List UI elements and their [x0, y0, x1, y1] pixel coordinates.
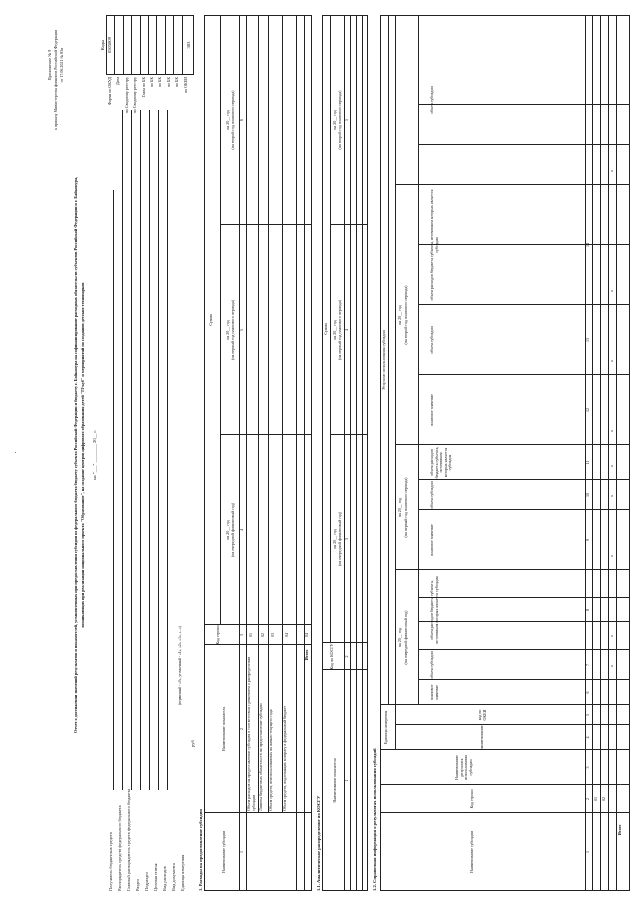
codes-header: Коды	[100, 39, 105, 51]
s12-col-number: 8	[585, 609, 590, 611]
codes-row-line	[131, 15, 132, 75]
s12-x-mark: x	[609, 465, 614, 467]
codes-row-line	[123, 15, 124, 75]
s1-col-number: 3	[239, 634, 244, 636]
s12-row-line	[600, 15, 601, 891]
codes-row-line	[140, 15, 141, 75]
s1-row-code: 01	[248, 633, 253, 637]
s12-col-line	[418, 649, 630, 650]
s12-row-line	[388, 15, 389, 705]
s12-subheader: объем субсидии	[429, 326, 434, 354]
scan-speck	[620, 784, 621, 785]
s12-col-line	[418, 679, 630, 680]
section1-title: 1. Расходы на предоставление субсидии	[198, 809, 203, 891]
codes-label: по БК	[149, 77, 154, 88]
s12-x-mark: x	[609, 635, 614, 637]
s12-year: на 20__ год	[397, 305, 402, 325]
s12-x-mark: x	[609, 170, 614, 172]
s12-year: на 20__ год	[397, 627, 402, 648]
unit-value: руб	[190, 740, 195, 747]
s12-x-mark: x	[609, 555, 614, 557]
codes-okei-value: 383	[186, 41, 191, 49]
s12-row-line	[418, 15, 419, 705]
s12-row-code: 01	[593, 797, 598, 801]
s1-year3-sub: (на второй год планового периода)	[230, 90, 235, 150]
header-field-line	[122, 110, 123, 790]
s12-col-number: 10	[585, 493, 590, 497]
appendix-order: к приказу Министерства финансов Российской Федерации	[53, 30, 58, 130]
section12-title: 1.2. Справочная информация о результатах использования субсидий	[372, 748, 377, 891]
header-field-label: Главный распорядитель средств федерального бюджета	[126, 788, 131, 891]
codes-row-line	[156, 15, 157, 75]
s12-col-number: 6	[585, 691, 590, 694]
header-field-line	[167, 110, 168, 790]
codes-label: по БК	[174, 77, 180, 88]
s11-year2: на 20__ год	[332, 320, 337, 340]
s1-row-indicator: Объем расходов на предоставление субсидии в соответствии с решением о распределении субсидии	[246, 656, 256, 811]
s12-x-mark: x	[609, 495, 614, 497]
s12-col-number: 11	[585, 460, 590, 465]
s12-year-sub: (на второй год планового периода)	[403, 285, 408, 345]
s11-year3-sub: (на второй год планового периода)	[337, 90, 342, 150]
s11-year1: на 20__ год	[332, 529, 337, 549]
codes-label: по БК	[157, 77, 163, 88]
header-field-line	[140, 110, 141, 790]
s1-year1: на 20__ год	[225, 520, 230, 540]
header-field-label: Вид документа	[171, 863, 176, 891]
appendix-number: Приложение № 9	[47, 49, 52, 81]
s12-subheader: объем субсидии	[429, 481, 434, 509]
s1-col-number: 1	[239, 851, 244, 853]
s12-unit-name: наименование	[479, 725, 484, 750]
s12-col-number: 2	[585, 798, 590, 800]
s12-row-line	[592, 15, 593, 891]
s1-row-indicator: Лимиты бюджетных обязательств на предоставление субсидии	[258, 703, 263, 811]
s12-subheader: плановое значение	[429, 524, 434, 556]
s12-col-number: 1	[585, 851, 590, 853]
s12-unit-code: код по ОКЕИ	[477, 709, 487, 721]
s1-col-number: 6	[239, 119, 244, 121]
s1-year1-sub: (на очередной финансовый год)	[230, 502, 235, 558]
s1-year2-sub: (на первый год планового периода)	[230, 300, 235, 360]
s12-col-number: 12	[585, 408, 590, 412]
s12-total-label: Итого	[617, 824, 622, 836]
s1-row-indicator: Объем средств, подлежащих возврату в федеральный бюджет	[282, 705, 287, 811]
doc-kind-note: (первичный - «0», уточненный - «1», «2», «3», «...»)	[178, 626, 182, 705]
s1-row-code: 03	[270, 633, 275, 637]
s12-results-header: Результат использования субсидии	[381, 330, 386, 390]
header-field-line	[158, 110, 159, 790]
s12-year-sub: (на очередной финансовый год)	[403, 610, 408, 665]
s1-total-label: Итого	[304, 649, 309, 661]
s12-col-line	[418, 621, 630, 622]
header-field-label: Вид расходов	[162, 866, 167, 891]
s12-subheader: объем субсидии	[429, 86, 434, 114]
document-title: Отчет о достижении значений результатов и показателей, установленных при предоставлении субсидии из федерального бюджета бюджету субъекта Российской Федерации и бюджету г. Байконура на софинансирование расходных обязательств субъектов Российской Федерации и г. Байконура,	[73, 176, 78, 734]
s12-subheader: плановое значение	[429, 394, 434, 426]
s12-col-number: 9	[585, 539, 590, 541]
s12-col-name: Наименование субсидии	[469, 831, 474, 873]
s12-col-number: 3	[585, 766, 590, 769]
s12-subheader: объем расходов бюджета субъекта, источником которых является субсидия	[429, 189, 439, 301]
s12-row-code: 02	[601, 797, 606, 801]
codes-label: по Сводному реестру	[132, 77, 138, 114]
header-field-label: Подраздел	[144, 871, 149, 891]
s1-year2: на 20__ год	[225, 320, 230, 340]
s11-sum-header: Сумма	[323, 323, 328, 335]
header-field-label: Единица измерения	[180, 854, 185, 891]
s12-subheader: плановое значение	[429, 684, 439, 701]
s12-subheader: объем расходов бюджета субъекта, источником которых является субсидия	[429, 576, 439, 644]
codes-label: Форма по ОКУД	[107, 77, 112, 106]
s12-col-number: 5	[585, 714, 590, 716]
s12-row-line	[608, 15, 609, 891]
codes-label: по БК	[165, 77, 171, 88]
s1-row-code: 02	[260, 633, 265, 637]
s11-col-name: Наименование показателя	[332, 758, 337, 803]
s1-row-code: 04	[284, 633, 289, 637]
s11-col-number: 3	[344, 538, 349, 540]
s11-year2-sub: (на первый год планового периода)	[337, 300, 342, 360]
s12-col-code: Код строки	[469, 789, 474, 809]
header-field-line	[149, 110, 150, 790]
s12-col-line	[418, 104, 630, 105]
codes-label: Глава по БК	[140, 77, 146, 98]
header-field-line	[131, 110, 132, 790]
s11-col-number: 1	[344, 779, 349, 782]
s12-col-line	[418, 597, 630, 598]
s12-subheader: объем субсидии	[429, 651, 434, 679]
s1-sum-header: Сумма	[208, 314, 213, 326]
s12-subheader: объем расходов бюджета субъекта, источником которых является субсидия	[429, 446, 453, 479]
s12-col-line	[418, 144, 630, 145]
s12-col-line	[418, 244, 630, 245]
s12-year: на 20__ год	[397, 497, 402, 518]
section11-title: 1.1. Аналитическое распределение по КОСГУ	[316, 795, 321, 891]
header-field-line	[113, 190, 114, 790]
s11-col-number: 4	[344, 329, 349, 331]
s12-row-line	[395, 15, 396, 750]
s12-col-line	[418, 374, 630, 375]
s12-col-number: 7	[585, 664, 590, 666]
s12-col-line	[418, 509, 630, 510]
header-field-label: Распорядитель средств федерального бюджета	[117, 805, 122, 891]
codes-row-line	[165, 15, 166, 75]
s1-total-code: 04	[304, 633, 309, 637]
header-field-label: Получатель бюджетных средств	[108, 832, 113, 891]
s11-year3: на 20__ год	[332, 110, 337, 130]
codes-form-value: 0505809	[107, 36, 112, 54]
s11-year1-sub: (на очередной финансовый год)	[337, 511, 342, 567]
s12-col-number: 4	[585, 736, 590, 739]
s12-year-sub: (на первый год планового периода)	[403, 477, 408, 538]
s11-col-number: 2	[344, 655, 349, 658]
s12-row-line	[616, 15, 617, 891]
s12-x-mark: x	[609, 430, 614, 432]
codes-row-line	[173, 15, 174, 75]
s11-col-number: 5	[344, 119, 349, 121]
s12-unit-header: Единица измерения	[383, 710, 388, 745]
s12-col-number: 13	[585, 338, 590, 342]
codes-row-line	[182, 15, 183, 75]
s1-col-code: Код строки	[215, 625, 220, 645]
s1-col-indicator: Наименование показателя	[221, 706, 226, 752]
s1-col-number: 2	[239, 728, 244, 730]
header-field-label: Целевая статья	[153, 863, 158, 891]
appendix-date: от 17.06.2021 № 83н	[59, 47, 64, 83]
s12-col-number: 14	[585, 243, 590, 247]
s12-col-line	[395, 724, 630, 725]
s12-col-result: Наименование результата использования субсидии	[454, 754, 473, 781]
codes-row-line	[148, 15, 149, 75]
s1-col-number: 4	[239, 529, 244, 531]
s1-year3: на 20__ год	[225, 110, 230, 130]
codes-label: Дата	[115, 77, 121, 85]
document-title-2: возникающих при реализации национального проекта "Образование", на создание центров цифрового образования детей "IT-куб" и мероприятий по созданию детских технопарков	[80, 282, 85, 628]
s1-row-indicator: Объем средств, неиспользованных на начало текущего года	[268, 709, 273, 811]
s1-col-name: Наименование субсидии	[221, 831, 226, 873]
codes-label: по ОКЕИ	[182, 77, 188, 94]
s12-x-mark: x	[609, 360, 614, 362]
report-date: на "___" ________ 20__ г.	[92, 430, 97, 480]
s12-x-mark: x	[609, 290, 614, 292]
s12-x-mark: x	[609, 665, 614, 667]
scan-speck	[15, 452, 16, 453]
codes-row-line	[114, 15, 115, 75]
s11-col-code: Код по КОСГУ	[329, 643, 334, 670]
header-field-label: Раздел	[135, 878, 140, 891]
s12-col-line	[418, 304, 630, 305]
codes-label: по Сводному реестру	[123, 77, 129, 114]
s1-col-number: 5	[239, 329, 244, 331]
